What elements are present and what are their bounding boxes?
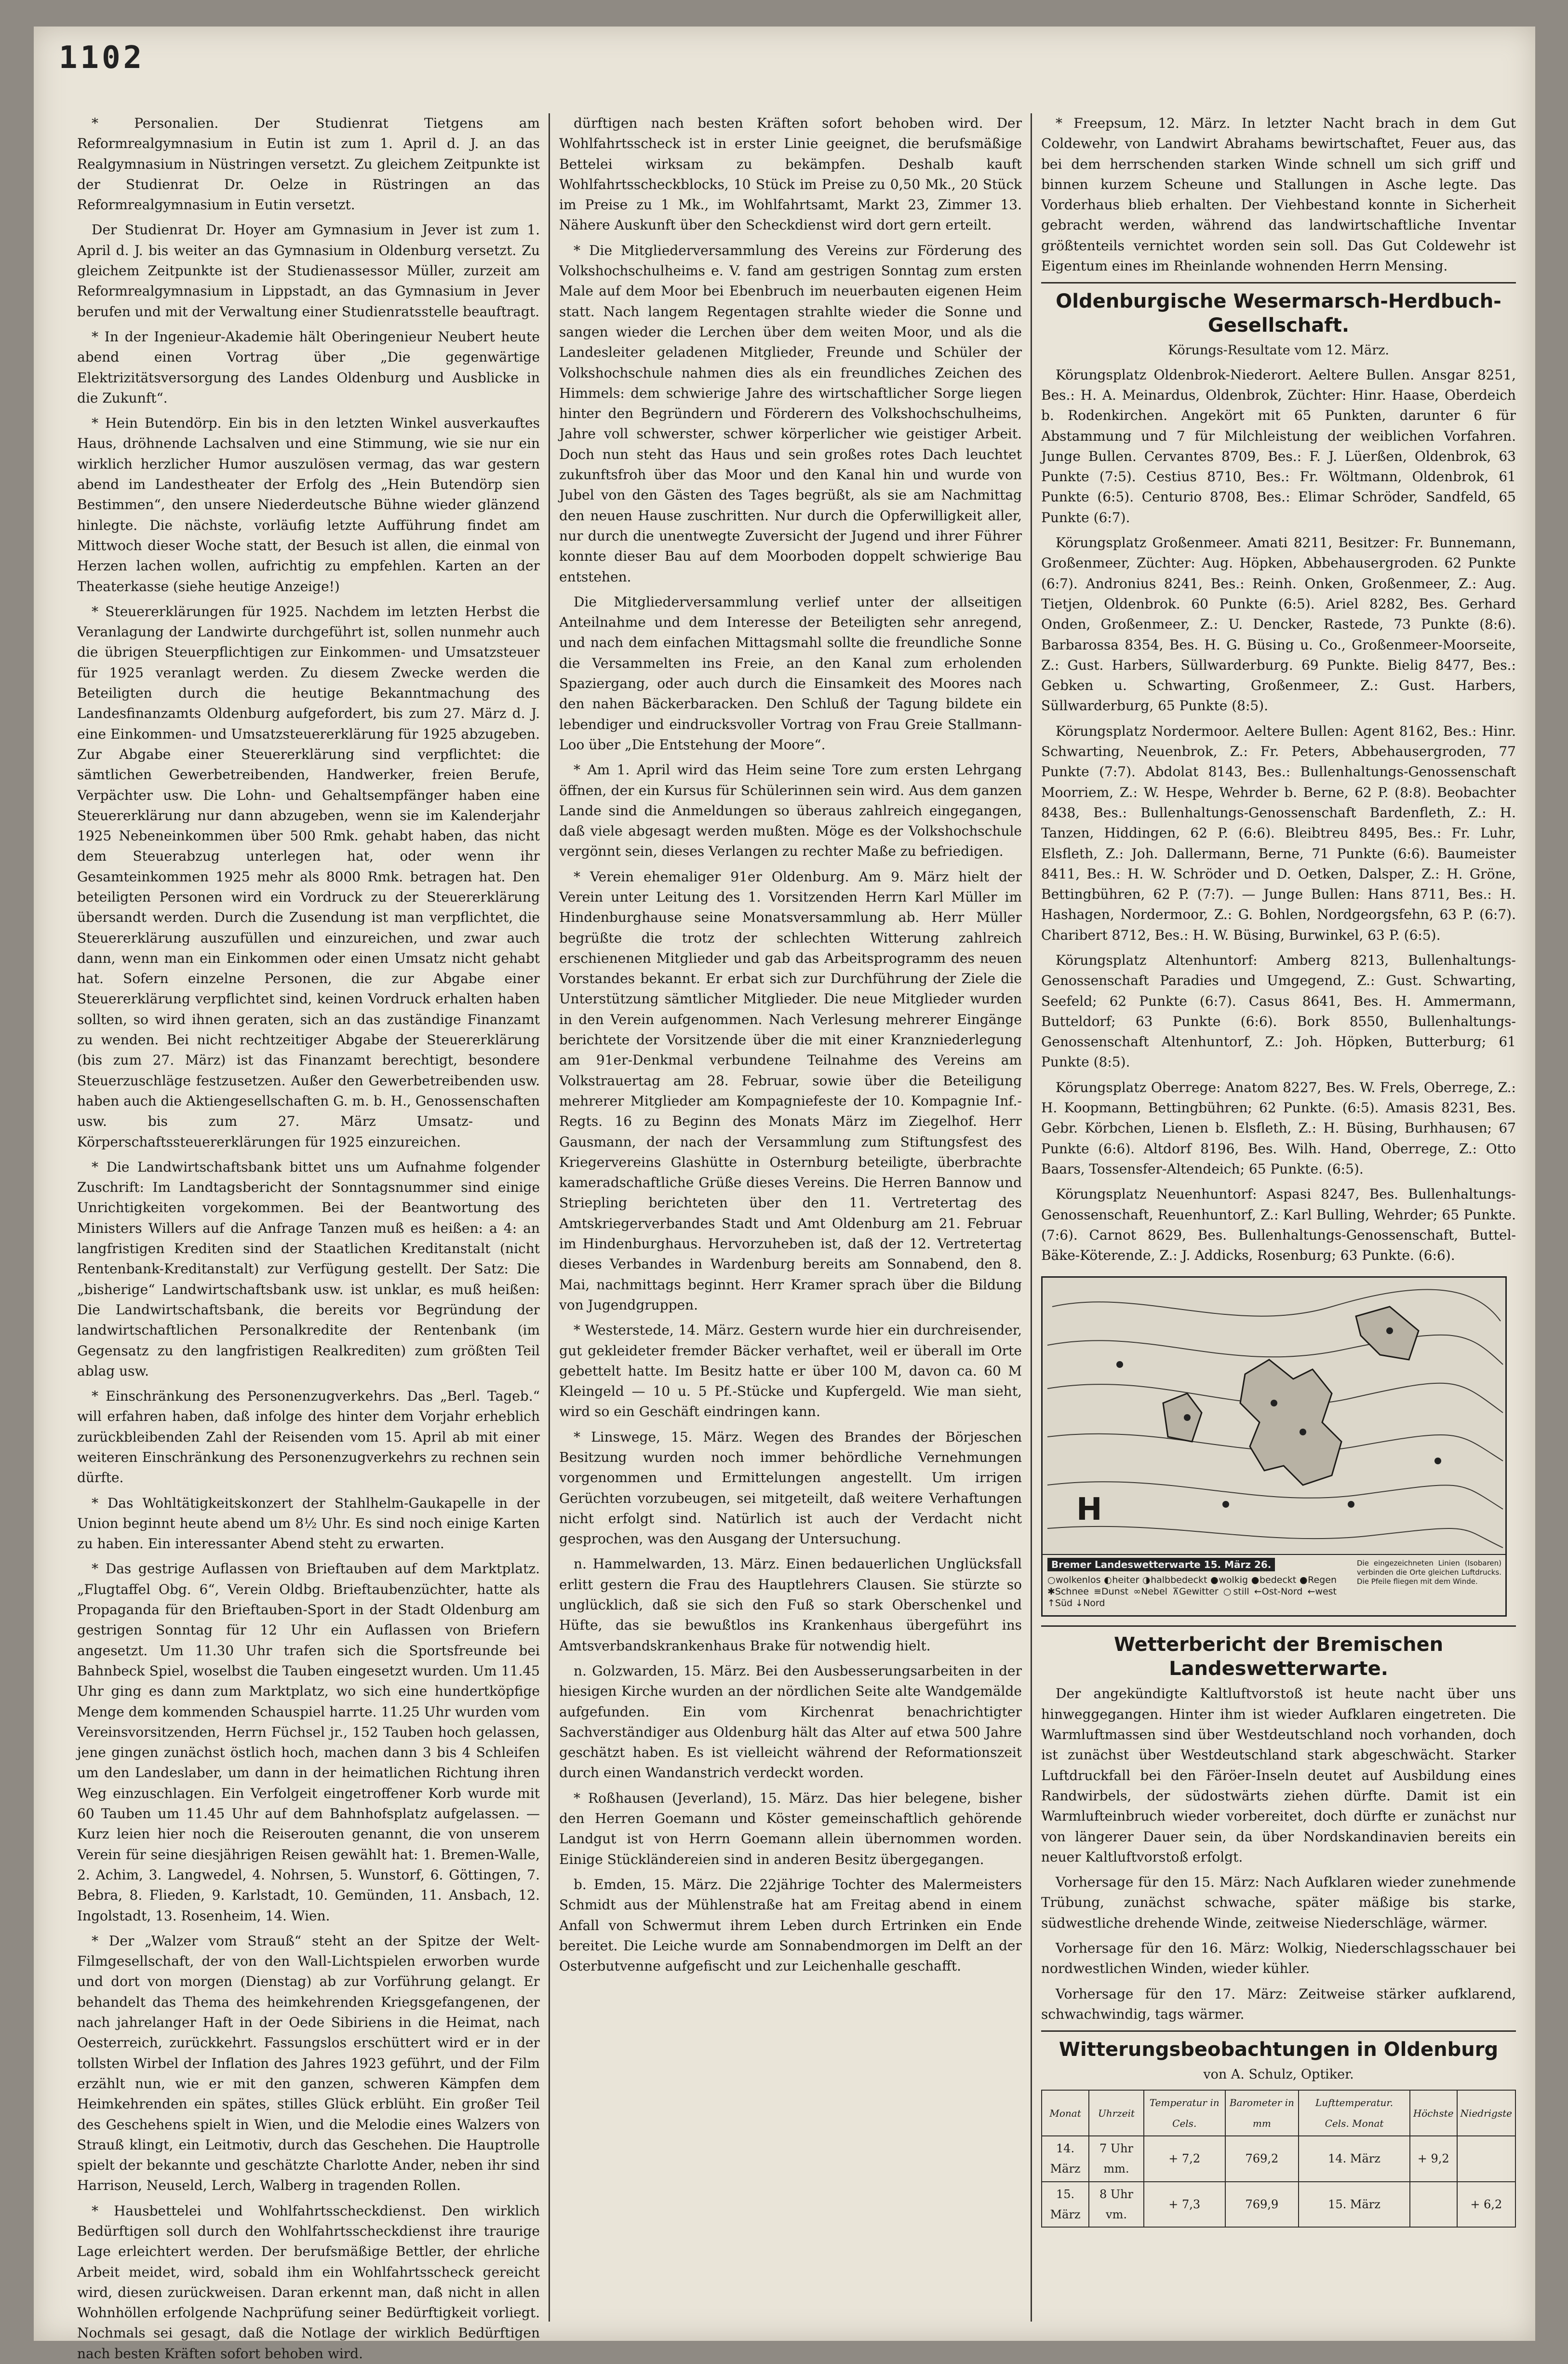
table-row: [1042, 2182, 1515, 2228]
table-cell: + 7,3: [1144, 2182, 1225, 2228]
isobar-note: Die eingezeichneten Linien (Isobaren) verbinden die Orte gleichen Luftdrucks. Die Pfeile fliegen mit dem Winde.: [1357, 1559, 1501, 1586]
table-cell: + 6,2: [1457, 2182, 1515, 2228]
article-wohlfahrtsscheck: dürftigen nach besten Kräften sofort behoben wird. Der Wohlfahrtsscheck ist in erster Linie geeignet, die berufsmäßige Bettelei wirksam zu bekämpfen. Deshalb kauft Wohlfahrtsscheckblocks, 10 Stück im Preise zu 0,50 Mk., 20 Stück im Preise zu 1 Mk., im Wohlfahrtsamt, Markt 23, Zimmer 13. Nähere Auskunft über den Scheckdienst wird dort gern erteilt.: [559, 115, 1022, 233]
high-pressure-mark: H: [1076, 1492, 1102, 1528]
article-steuererklaerungen: * Steuererklärungen für 1925. Nachdem im letzten Herbst die Veranlagung der Landwirte durchgeführt ist, sollen nunmehr auch die übrigen Steuerpflichtigen zur Einkommen- und Umsatzsteuer für 1925 veranlagt werden. Zu diesem Zwecke werden die Beteiligten durch die heutige Bekanntmachung des Landesfinanzamts Oldenburg aufgefordert, bis zum 27. März d. J. eine Einkommen- und Umsatzsteuererklärung für 1925 abzugeben. Zur Abgabe einer Steuererklärung sind verpflichtet: die sämtlichen Gewerbetreibenden, Handwerker, freien Berufe, Verpächter usw. Die Lohn- und Gehaltsempfänger haben eine Steuererklärung nur dann abzugeben, wenn sie im Kalenderjahr 1925 Nebeneinkommen über 500 Rmk. gehabt haben, das nicht dem Steuerabzug unterlegen hat, oder wenn ihr Gesamteinkommen 1925 mehr als 8000 Rmk. betragen hat. Den beteiligten Personen wird ein Vordruck zu der Steuererklärung übersandt werden. Durch die Zusendung ist man verpflichtet, die Steuererklärung auszufüllen und einzureichen, und zwar auch dann, wenn man ein Einkommen oder einen Umsatz nicht gehabt hat. Sofern einzelne Personen, die zur Abgabe einer Steuererklärung verpflichtet sind, keinen Vordruck erhalten haben sollten, so wird ihnen geraten, sich an das zuständige Finanzamt zu wenden. Bei nicht rechtzeitiger Abgabe der Steuererklärung (bis zum 27. März) ist das Finanzamt berechtigt, besondere Steuerzuschläge festzusetzen. Außer den Gewerbetreibenden usw. haben auch die Aktiengesellschaften G. m. b. H., Genossenschaften usw. bis zum 27. März Umsatz- und Körperschaftssteuererklärungen für 1925 einzureichen.: [77, 603, 540, 1150]
column-rule: [1031, 113, 1032, 2322]
article-hein-butendoerp: * Hein Butendörp. Ein bis in den letzten Winkel ausverkauftes Haus, dröhnende Lachsalven und eine Stimmung, wie sie nur ein wirklich herzlicher Humor auszulösen vermag, das war gestern abend im Landestheater der Erfolg des „Hein Butendörp sien Bestimmen“, den unsere Niederdeutsche Bühne wieder glänzend hinlegte. Die nächste, vorläufig letzte Aufführung findet am Mittwoch dieser Woche statt, der Besuch ist allen, die einmal von Herzen lachen wollen, aufrichtig zu empfehlen. Karten an der Theaterkasse (siehe heutige Anzeige!): [77, 415, 540, 594]
table-cell: 14. März: [1299, 2136, 1410, 2182]
table-header: Höchste: [1410, 2090, 1457, 2136]
table-cell: 15. März: [1042, 2182, 1089, 2228]
article-paragraph: Die Mitgliederversammlung verlief unter der allseitigen Anteilnahme und dem Interesse der Beteiligten sehr anregend, und nach dem einfachen Mittagsmahl sollte die freundliche Sonne die Versammelten ins Freie, an den Kanal zum erholenden Spaziergang, oder auch durch die Einsamkeit des Moores nach den nahen Bäckerbaracken. Den Schluß der Tagung bildete ein lebendiger und eindrucksvoller Vortrag von Frau Greie Stallmann-Loo über „Die Entstehung der Moore“.: [559, 594, 1022, 753]
weather-map-title: Bremer Landeswetterwarte 15. März 26.: [1047, 1558, 1275, 1571]
article-paragraph: Der Studienrat Dr. Hoyer am Gymnasium in Jever ist zum 1. April d. J. bis weiter an das Gymnasium in Oldenburg versetzt. Zu gleichem Zeitpunkte ist der Studienassessor Müller, zurzeit am Reformrealgymnasium in Lippstadt, an das Gymnasium in Jever berufen und mit der Verwaltung einer Studienratsstelle beauftragt.: [77, 222, 540, 320]
koerung-oldenbrok: Körungsplatz Oldenbrok-Niederort. Aeltere Bullen. Ansgar 8251, Bes.: H. A. Meinardus, Oldenbrok, Züchter: Hinr. Haase, Oberdeich b. Rodenkirchen. Angekört mit 65 Punkten, darunter 6 für Abstammung und 7 für Milchleistung der weiblichen Vorfahren. Junge Bullen. Cervantes 8709, Bes.: F. J. Lüerßen, Oldenbrok, 63 Punkte (7:5). Cestius 8710, Bes.: Fr. Wöltmann, Oldenbrok, 61 Punkte (6:5). Centurio 8708, Bes.: Elimar Schröder, Sandfeld, 65 Punkte (6:7).: [1041, 366, 1516, 526]
page-number: 1102: [59, 40, 145, 76]
column-1: [77, 113, 540, 2362]
section-divider: [1041, 2030, 1516, 2032]
koerung-altenhuntorf: Körungsplatz Altenhuntorf: Amberg 8213, Bullenhaltungs-Genossenschaft Paradies und Umgegend, Z.: Gust. Schwarting, Seefeld; 62 Punkte (6:7). Casus 8641, Bes. H. Ammermann, Butteldorf; 63 Punkte (6:6). Bork 8550, Bullenhaltungs-Genossenschaft Altenhuntorf, Z.: Joh. Höpken, Butterburg; 61 Punkte (8:5).: [1041, 952, 1516, 1070]
witterung-heading: Witterungsbeobachtungen in Oldenburg: [1059, 2039, 1499, 2061]
weather-map-legend: [1043, 1554, 1505, 1615]
table-header: Uhrzeit: [1089, 2090, 1144, 2136]
article-rosshausen: * Roßhausen (Jeverland), 15. März. Das hier belegene, bisher den Herren Goemann und Köster gemeinschaftlich gehörende Landgut ist von Herrn Goemann allein übernommen worden. Einige Stückländereien sind in anderen Besitz übergegangen.: [559, 1790, 1022, 1867]
column-rule: [549, 113, 550, 2322]
table-cell: [1457, 2136, 1515, 2182]
article-personenzugverkehr: * Einschränkung des Personenzugverkehrs. Das „Berl. Tageb.“ will erfahren haben, daß infolge des hinter dem Vorjahr erheblich zurückbleibenden Zahl der Reisenden vom 15. April ab mit einer weiteren Einschränkung des Personenzugverkehrs zu rechnen sein dürfte.: [77, 1388, 540, 1486]
article-walzer-vom-strauss: * Der „Walzer vom Strauß“ steht an der Spitze der Welt-Filmgesellschaft, der von den Wall-Lichtspielen erworben wurde und dort von morgen (Dienstag) ab zur Vorführung gelangt. Er behandelt das Thema des heimkehrenden Kriegsgefangenen, der nach jahrelanger Haft in der Oede Sibiriens in die Heimat, nach Oesterreich, zurückkehrt. Fassungslos erschüttert wird er in der tollsten Wirbel der Inflation des Jahres 1923 geführt, und der Film erzählt nun, wie er mit den ganzen, schweren Kämpfen dem Heimkehrenden ein spätes, stilles Glück erblüht. Ein großer Teil des Geschehens spielt in Wien, und die Melodie eines Walzers von Strauß klingt, ein Leitmotiv, durch das Geschehen. Die Hauptrolle spielt der bekannte und geschätzte Charlotte Ander, neben ihr sind Harrison, Neuseld, Lerch, Walberg in tragenden Rollen.: [77, 1932, 540, 2194]
table-header-row: [1042, 2090, 1515, 2136]
witterung-subheading: von A. Schulz, Optiker.: [1203, 2067, 1354, 2082]
article-ingenieur-akademie: * In der Ingenieur-Akademie hält Oberingenieur Neubert heute abend einen Vortrag über „Die gegenwärtige Elektrizitätsversorgung des Landes Oldenburg und Ausblicke in die Zukunft“.: [77, 328, 540, 406]
koerung-grossenmeer: Körungsplatz Großenmeer. Amati 8211, Besitzer: Fr. Bunnemann, Großenmeer, Züchter: Aug. Höpken, Abbehausergroden. 62 Punkte (6:7). Andronius 8241, Bes.: Reinh. Onken, Großenmeer, Z.: Aug. Tietjen, Oldenbrok. 60 Punkte (6:5). Ariel 8282, Bes. Gerhard Onden, Großenmeer, Z.: U. Dencker, Rastede, 73 Punkte (8:6). Barbarossa 8354, Bes. H. G. Büsing u. Co., Großenmeer-Moorseite, Z.: Gust. Harbers, Süllwarderburg. 69 Punkte. Bielig 8477, Bes.: Gebken u. Schwarting, Großenmeer, Z.: Gust. Harbers, Süllwarderburg, 65 Punkte (8:5).: [1041, 535, 1516, 714]
observation-table: [1041, 2090, 1516, 2228]
table-cell: 7 Uhr mm.: [1089, 2136, 1144, 2182]
article-personalien: * Personalien. Der Studienrat Tietgens am Reformrealgymnasium in Eutin ist zum 1. April d. J. an das Realgymnasium in Nüstringen versetzt. Zu gleichem Zeitpunkte ist der Studienrat Dr. Oelze in Rüstringen an das Reformrealgymnasium in Eutin versetzt.: [77, 115, 540, 213]
table-cell: 769,9: [1225, 2182, 1299, 2228]
article-brieftauben: * Das gestrige Auflassen von Brieftauben auf dem Marktplatz. „Flugtaffel Obg. 6“, Verein Oldbg. Brieftaubenzüchter, hatte als Propaganda für den Brieftauben-Sport in der Stadt Oldenburg am gestrigen Sonntag für 12 Uhr ein Auflassen von Briefern angesetzt. Um 11.30 Uhr trafen sich die Sportsfreunde bei Bahnbeck Spiel, woselbst die Tauben eingesetzt wurden. Um 11.45 Uhr ging es dann zum Marktplatz, wo sich eine hundertköpfige Menge dem kommenden Schauspiel harrte. 11.25 Uhr wurden vom Vereinsvorsitzenden, Herrn Füchsel jr., 152 Tauben hoch gelassen, jene gingen zunächst östlich hoch, machen dann 3 bis 4 Schleifen um den Landeslaber, um dann in der heimatlichen Richtung ihren Weg einzuschlagen. Ein Verfolgeit eingetroffener Korb wurde mit 60 Tauben um 11.45 Uhr auf dem Bahnhofsplatz aufgelassen. — Kurz leien hier noch die Reiserouten genannt, die von unserem Verein für seine diesjährigen Reisen gewählt hat: 1. Bremen-Walle, 2. Achim, 3. Langwedel, 4. Nohrsen, 5. Wunstorf, 6. Göttingen, 7. Bebra, 8. Flieden, 9. Karlstadt, 10. Gemünden, 11. Ansbach, 12. Ingolstadt, 13. Rosenheim, 14. Wien.: [77, 1561, 540, 1924]
table-cell: + 9,2: [1410, 2136, 1457, 2182]
weather-map-isobars: [1043, 1278, 1505, 1555]
forecast-17-maerz: Vorhersage für den 17. März: Zeitweise stärker aufklarend, schwachwindig, tags wärmer.: [1041, 1986, 1516, 2022]
table-header: Niedrigste: [1457, 2090, 1515, 2136]
table-cell: 14. März: [1042, 2136, 1089, 2182]
article-volkshochschulheim: * Die Mitgliederversammlung des Vereins zur Förderung des Volkshochschulheims e. V. fand am gestrigen Sonntag zum ersten Male auf dem Moor bei Ebenbruch im neuerbauten eigenen Heim statt. Nach langem Regentagen strahlte wieder die Sonne und sangen wieder die Lerchen über dem weiten Moor, und als die Landesleiter geladenen Mitglieder, Freunde und Schüler der Volkshochschule nahmen dies als ein freundliches Zeichen des Himmels: dem schwierige Jahre des wirtschaftlicher Sorge liegen hinter den Begründern und Förderern des Volkshochschulheims, Jahre voll schwerster, schwer körperlicher wie geistiger Arbeit. Doch nun steht das Haus und sein großes rotes Dach leuchtet zukunftsfroh über das Moor und den Kanal hin und wurde von Jubel von den Gästen des Tages begrüßt, als sie am Nachmittag den neuen Hause zuschritten. Nur durch die Opferwilligkeit aller, nur durch die unentwegte Zuversicht der Jugend und ihrer Führer konnte dieser Bau auf dem Moorboden doppelt schwierige Bau entstehen.: [559, 242, 1022, 585]
table-header: Temperatur in Cels.: [1144, 2090, 1225, 2136]
forecast-16-maerz: Vorhersage für den 16. März: Wolkig, Niederschlagsschauer bei nordwestlichen Winden, wieder kühler.: [1041, 1940, 1516, 1977]
article-westerstede: * Westerstede, 14. März. Gestern wurde hier ein durchreisender, gut gekleideter fremder Bäcker verhaftet, weil er überall im Orte gebettelt hatte. Im Besitz hatte er über 100 M, davon ca. 60 M Kleingeld — 10 u. 5 Pf.-Stücke und Kupfergeld. Wie man sieht, wird so ein Geschäft eindringen kann.: [559, 1322, 1022, 1420]
article-golzwarden: n. Golzwarden, 15. März. Bei den Ausbesserungsarbeiten in der hiesigen Kirche wurden an der nördlichen Seite alte Wandgemälde aufgefunden. Ein vom Kirchenrat benachrichtigter Sachverständiger aus Oldenburg hält das Alter auf etwa 500 Jahre geschätzt haben. Es ist vielleicht während der Reformationszeit durch einen Wandanstrich verdeckt worden.: [559, 1662, 1022, 1781]
newspaper-page: [34, 27, 1535, 2362]
section-divider: [1041, 1625, 1516, 1627]
herdbuch-heading: Oldenburgische Wesermarsch-Herdbuch-Gesellschaft.: [1056, 290, 1501, 337]
article-landwirtschaftsbank: * Die Landwirtschaftsbank bittet uns um Aufnahme folgender Zuschrift: Im Landtagsbericht der Sonntagsnummer sind einige Unrichtigkeiten vorgekommen. Bei der Beantwortung des Ministers Willers auf die Anfrage Tanzen muß es heißen: a 4: an langfristigen Krediten sind der Staatlichen Kreditanstalt (nicht Rentenbank-Kreditanstalt) zur Verfügung gestellt. Der Satz: Die „bisherige“ Landwirtschaftsbank usw. ist unklar, es muß heißen: Die Landwirtschaftsbank, die bereits vor Begründung der landwirtschaftlichen Personalkredite der Rentenbank (im Gegensatz zu den langfristigen Realkrediten) zum größten Teil ablag usw.: [77, 1159, 540, 1379]
weather-symbol-legend: ○wolkenlos ◐heiter ◑halbbedeckt ●wolkig ●bedeckt ●Regen ✱Schnee ≡Dunst ∞Nebel ⊼Gewitter ○still ←Ost-Nord ←west ↑Süd ↓Nord: [1047, 1575, 1337, 1609]
article-hammelwarden: n. Hammelwarden, 13. März. Einen bedauerlichen Unglücksfall erlitt gestern die Frau des Hauptlehrers Clausen. Sie stürzte so unglücklich, daß sie sich den Fuß so stark Oberschenkel und Hüfte, das sie bewußtlos ins Krankenhaus übergeführt ins Amtsverbandskrankenhaus Brake für notwendig hielt.: [559, 1556, 1022, 1654]
article-emden: b. Emden, 15. März. Die 22jährige Tochter des Malermeisters Schmidt aus der Mühlenstraße hat am Freitag abend in einem Anfall von Schwermut ihrem Leben durch Ertrinken ein Ende bereitet. Die Leiche wurde am Sonnabendmorgen im Delft an der Osterbutvenne aufgefischt und zur Leichenhalle geschafft.: [559, 1876, 1022, 1974]
column-2: [559, 113, 1022, 2322]
article-verein-91er: * Verein ehemaliger 91er Oldenburg. Am 9. März hielt der Verein unter Leitung des 1. Vorsitzenden Herrn Karl Müller im Hindenburghause seine Monatsversammlung ab. Herr Müller begrüßte die trotz der schlechten Witterung zahlreich erschienenen Mitglieder und gab das Arbeitsprogramm des neuen Vorstandes bekannt. Er erbat sich zur Durchführung der Ziele die Unterstützung sämtlicher Mitglieder. Die neue Mitglieder wurden in den Verein aufgenommen. Nach Verlesung mehrerer Eingänge berichtete der Vorsitzende über die mit einer Kranzniederlegung am 91er-Denkmal verbundene Teilnahme des Vereins am Volkstrauertag am 28. Februar, sowie über die Beteiligung mehrerer Mitglieder am Kompagniefeste der 10. Kompagnie Inf.-Regts. 16 zu Beginn des Monats März im Ziegelhof. Herr Gausmann, der nach der Versammlung zum Stiftungsfest des Kriegervereins Glashütte in Osternburg beteiligte, überbrachte kameradschaftliche Grüße dieses Vereins. Die Herren Bannow und Striepling berichteten über den 11. Vertretertag des Amtskriegerverbandes Stadt und Amt Oldenburg am 21. Februar im Hindenburghaus. Hervorzuheben ist, daß der 12. Vertretertag dieses Verbandes in Wardenburg bereits am Sonnabend, den 8. Mai, nachmittags beginnt. Herr Kramer sprach über die Bildung von Jugendgruppen.: [559, 868, 1022, 1313]
table-cell: [1410, 2182, 1457, 2228]
table-row: [1042, 2136, 1515, 2182]
table-cell: 769,2: [1225, 2136, 1299, 2182]
koerung-oberrege: Körungsplatz Oberrege: Anatom 8227, Bes. W. Frels, Oberrege, Z.: H. Koopmann, Bettingbühren; 62 Punkte. (6:5). Amasis 8231, Bes. Gebr. Körbchen, Lienen b. Elsfleth, Z.: H. Büsing, Burhhausen; 67 Punkte (6:6). Altdorf 8196, Bes. Wilh. Hand, Oberrege, Z.: Otto Baars, Tossensfer-Altendeich; 65 Punkte. (6:5).: [1041, 1079, 1516, 1177]
table-cell: + 7,2: [1144, 2136, 1225, 2182]
table-header: Lufttemperatur. Cels. Monat: [1299, 2090, 1410, 2136]
section-divider: [1041, 282, 1516, 284]
article-wohltaetigkeitskonzert: * Das Wohltätigkeitskonzert der Stahlhelm-Gaukapelle in der Union beginnt heute abend um 8½ Uhr. Es sind noch einige Karten zu haben. Ein interessanter Abend steht zu erwarten.: [77, 1495, 540, 1552]
wetterbericht-text: Der angekündigte Kaltluftvorstoß ist heute nacht über uns hinweggegangen. Hinter ihm ist wieder Aufklaren eingetreten. Die Warmluftmassen sind über Westdeutschland noch vorhanden, doch ist zunächst über Westdeutschland stark abgeschwächt. Starker Luftdruckfall bei den Färöer-Inseln deutet auf Ausbildung eines Randwirbels, der südostwärts ziehen dürfte. Damit ist ein Warmlufteinbruch wieder vorbereitet, doch dürfte er zunächst nur von längerer Dauer sein, da über Nordskandinavien bereits ein neuer Kaltluftvorstoß erfolgt.: [1041, 1686, 1516, 1865]
column-3: [1041, 113, 1516, 2322]
table-cell: 8 Uhr vm.: [1089, 2182, 1144, 2228]
table-cell: 15. März: [1299, 2182, 1410, 2228]
table-header: Barometer in mm: [1225, 2090, 1299, 2136]
koerung-nordermoor: Körungsplatz Nordermoor. Aeltere Bullen: Agent 8162, Bes.: Hinr. Schwarting, Neuenbrok, Z.: Fr. Peters, Abbehausergroden, 77 Punkte (7:7). Abdolat 8143, Bes.: Bullenhaltungs-Genossenschaft Moorriem, Z.: W. Hespe, Wehrder b. Berne, 62 P. (8:8). Beobachter 8438, Bes.: Bullenhaltungs-Genossenschaft Bardenfleth, Z.: H. Tanzen, Hiddingen, 62 P. (6:6). Bleibtreu 8495, Bes.: Fr. Luhr, Elsfleth, Z.: Joh. Dallermann, Berne, 71 Punkte (6:6). Baumeister 8411, Bes.: H. W. Schröder und D. Oetken, Dalsper, Z.: H. Gröne, Bettingbühren, 62 P. (7:7). — Junge Bullen: Hans 8711, Bes.: H. Hashagen, Nordermoor, Z.: G. Bohlen, Nordgeorgsfehn, 63 P. (6:7). Charibert 8712, Bes.: H. W. Büsing, Burwinkel, 63 P. (6:5).: [1041, 723, 1516, 943]
koerung-neuenhuntorf: Körungsplatz Neuenhuntorf: Aspasi 8247, Bes. Bullenhaltungs-Genossenschaft, Reuenhuntorf, Z.: Karl Bulling, Wehrder; 65 Punkte. (7:6). Carnot 8629, Bes. Bullenhaltungs-Genossenschaft, Buttel-Bäke-Köterende, Z.: J. Addicks, Rosenburg; 63 Punkte. (6:6).: [1041, 1186, 1516, 1264]
article-paragraph: * Am 1. April wird das Heim seine Tore zum ersten Lehrgang öffnen, der ein Kursus für Schülerinnen sein wird. Aus dem ganzen Lande sind die Anmeldungen so überaus zahlreich eingegangen, daß viele abgesagt werden mußten. Möge es der Volkshochschule vergönnt sein, dieses Verlangen zu rechter Maße zu befriedigen.: [559, 762, 1022, 860]
weather-map: [1041, 1276, 1507, 1617]
article-freepsum: * Freepsum, 12. März. In letzter Nacht brach in dem Gut Coldewehr, von Landwirt Abrahams bewirtschaftet, Feuer aus, das bei dem herrschenden starken Winde schnell um sich griff und binnen kurzem Scheune und Stallungen in Asche legte. Das Vorderhaus blieb erhalten. Der Viehbestand konnte in Sicherheit gebracht werden, während das landwirtschaftliche Inventar größtenteils vernichtet worden sein soll. Das Gut Coldewehr ist Eigentum eines im Rheinlande wohnenden Herrn Mensing.: [1041, 115, 1516, 274]
wetterbericht-heading: Wetterbericht der Bremischen Landeswetterwarte.: [1113, 1634, 1444, 1680]
herdbuch-subheading: Körungs-Resultate vom 12. März.: [1168, 343, 1389, 358]
forecast-15-maerz: Vorhersage für den 15. März: Nach Aufklaren wieder zunehmende Trübung, zunächst schwache, später mäßige bis starke, südwestliche drehende Winde, zeitweise Niederschläge, wärmer.: [1041, 1874, 1516, 1931]
article-linswege: * Linswege, 15. März. Wegen des Brandes der Börjeschen Besitzung wurden noch immer behördliche Vernehmungen vorgenommen und Ermittelungen angestellt. Um irrigen Gerüchten vorzubeugen, sei mitgeteilt, daß weitere Verhaftungen nicht erfolgt sind. Natürlich ist auch der Verdacht nicht gesprochen, was den Ausgang der Untersuchung.: [559, 1429, 1022, 1547]
article-hausbettelei: * Hausbettelei und Wohlfahrtsscheckdienst. Den wirklich Bedürftigen soll durch den Wohlfahrtsscheckdienst ihre traurige Lage erleichtert werden. Der berufsmäßige Bettler, der ehrliche Arbeit meidet, wird, sobald ihm ein Wohlfahrtsscheck gereicht wird, diesen zurückweisen. Daran erkennt man, daß nicht in allen Wohnhöllen erfolgende Nachprüfung seiner Bedürftigkeit vorliegt. Nochmals sei gesagt, daß die Notlage der wirklich Bedürftigen nach besten Kräften sofort behoben wird.: [77, 2202, 540, 2362]
table-header: Monat: [1042, 2090, 1089, 2136]
